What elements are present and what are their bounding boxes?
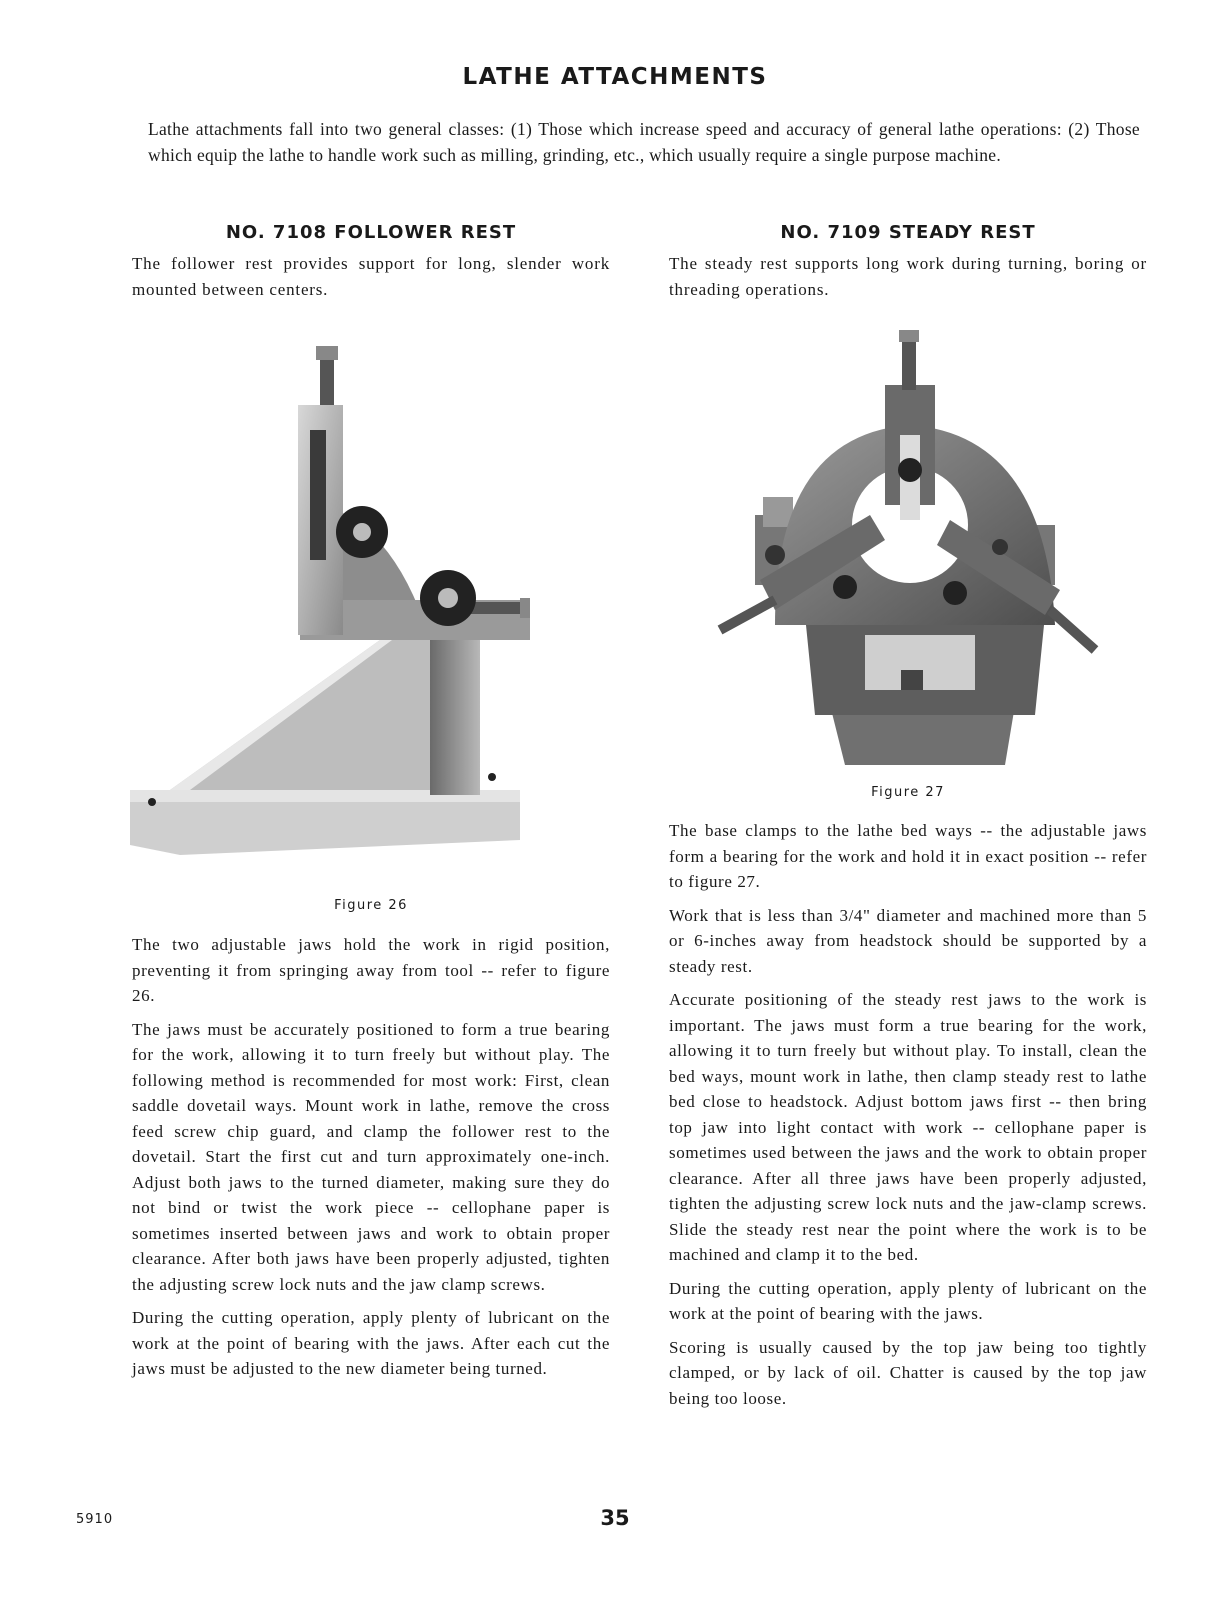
follower-rest-lead: The follower rest provides support for long, slender work mounted between centers. (132, 254, 610, 299)
follower-rest-heading: NO. 7108 FOLLOWER REST (225, 222, 517, 243)
steady-rest-illustration (715, 325, 1105, 765)
follower-rest-body (132, 932, 610, 1390)
steady-rest-paragraph-2: Work that is less than 3/4" diameter and machined more than 5 or 6-inches away from headstock should be supported by a steady rest. (669, 905, 1147, 976)
steady-rest-paragraph-4: During the cutting operation, apply plenty of lubricant on the work at the point of bearing with the jaws. (669, 1278, 1147, 1323)
intro-paragraph: Lathe attachments fall into two general classes: (1) Those which increase speed and accuracy of general lathe operations: (2) Those which equip the lathe to handle work such as milling, grinding, etc., which usually require a single purpose machine. (148, 119, 1140, 165)
figure-27-caption: Figure 27 (871, 785, 945, 800)
page-title: LATHE ATTACHMENTS (462, 64, 768, 90)
page-number: 35 (600, 1506, 630, 1530)
figure-26-caption: Figure 26 (334, 898, 408, 913)
follower-rest-paragraph-2: The jaws must be accurately positioned to form a true bearing for the work, allowing it to turn freely but without play. The following method is recommended for most work: First, clean saddle dovetail ways. Mount work in lathe, remove the cross feed screw chip guard, and clamp the follower rest to the dovetail. Start the first cut and turn approximately one-inch. Adjust both jaws to the turned diameter, making sure they do not bind or twist the work piece -- cellophane paper is sometimes inserted between jaws and work to obtain proper clearance. After both jaws have been properly adjusted, tighten the adjusting screw lock nuts and the jaw clamp screws. (132, 1019, 610, 1294)
steady-rest-paragraph-1: The base clamps to the lathe bed ways -- the adjustable jaws form a bearing for the work and hold it in exact position -- refer to figure 27. (669, 821, 1147, 891)
steady-rest-lead: The steady rest supports long work during turning, boring or threading operations. (669, 254, 1147, 299)
right-column-header (669, 222, 1147, 310)
footer-code: 5910 (76, 1512, 114, 1527)
steady-rest-heading: NO. 7109 STEADY REST (780, 222, 1036, 243)
follower-rest-paragraph-3: During the cutting operation, apply plenty of lubricant on the work at the point of bearing with the jaws. After each cut the jaws must be adjusted to the new diameter being turned. (132, 1308, 610, 1378)
steady-rest-paragraph-5: Scoring is usually caused by the top jaw being too tightly clamped, or by lack of oil. Chatter is caused by the top jaw being too loose. (669, 1337, 1147, 1408)
steady-rest-paragraph-3: Accurate positioning of the steady rest jaws to the work is important. The jaws must form a true bearing for the work, allowing it to turn freely but without play. To install, clean the bed ways, mount work in lathe, then clamp steady rest to lathe bed close to headstock. Adjust bottom jaws first -- then bring top jaw into light contact with work -- cellophane paper is sometimes used between the jaws and the work to obtain proper clearance. After all three jaws have been properly adjusted, tighten the adjusting screw lock nuts and the jaw-clamp screws. Slide the steady rest near the point where the work is to be machined and clamp it to the bed. (669, 990, 1147, 1264)
follower-rest-illustration (130, 340, 530, 860)
follower-rest-paragraph-1: The two adjustable jaws hold the work in rigid position, preventing it from springing away from tool -- refer to figure 26. (132, 935, 610, 1005)
steady-rest-body (669, 818, 1147, 1419)
left-column-header (132, 222, 610, 310)
